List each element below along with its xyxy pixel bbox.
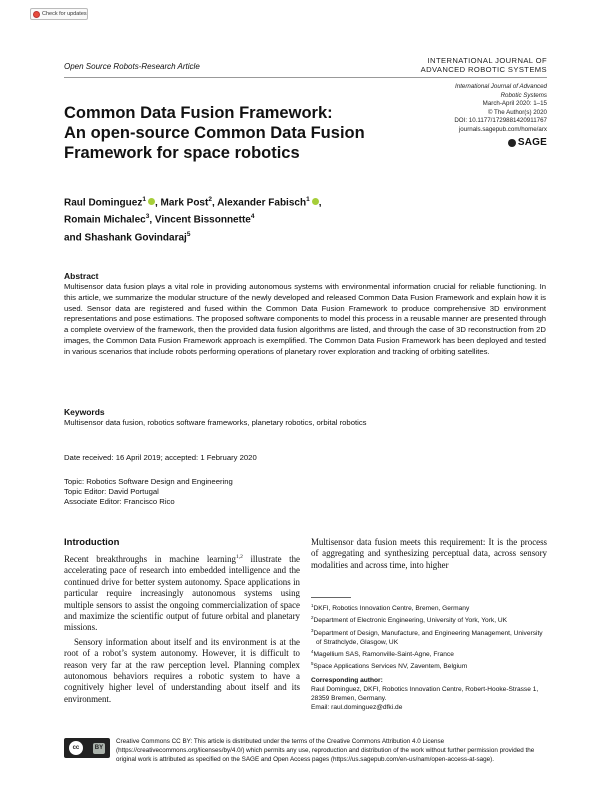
corresponding-author-email[interactable]: Email: raul.dominguez@dfki.de [311,704,403,712]
introduction-heading: Introduction [64,537,120,548]
meta-journal: International Journal of Advanced [455,83,547,90]
keywords-text: Multisensor data fusion, robotics software frameworks, planetary robotics, orbital robotics [64,418,367,427]
author-affil-sup: 1 [142,196,146,203]
license-notice [64,737,546,764]
dates-line: Date received: 16 April 2019; accepted: 1 February 2020 [64,453,257,462]
affiliations-list [311,601,547,672]
author-name: Romain Michalec [64,214,146,226]
orcid-icon[interactable] [312,198,319,205]
author-list: Raul Dominguez$^1$ , Mark Post$^2$, Alexander Fabisch$^1$ , Romain Michalec$^3$, Vincent Bissonnette$^4$ and Shashank Govindaraj$^5$ [64,196,322,243]
author-name: Vincent Bissonnette [154,214,251,226]
affiliation-item: $^1$DKFI, Robotics Innovation Centre, Bremen, Germany [311,603,470,613]
author-affil-sup: 2 [208,196,212,203]
publisher-logo [508,137,547,148]
affiliation-item: $^5$Space Applications Services NV, Zaventem, Belgium [311,661,468,671]
right-column-text [311,537,547,571]
check-updates-icon [33,11,40,18]
corresponding-author [311,676,547,712]
author-affil-sup: 5 [186,230,191,238]
journal-name-line2: ADVANCED ROBOTIC SYSTEMS [420,65,547,74]
introduction-text [64,552,300,705]
creative-commons-icon: cc [69,741,83,755]
intro-paragraph-1: Recent breakthroughs in machine learning$^{1,2}$ illustrate the accelerating pace of research into embedded intelligence and the continued drive for better system autonomy. Space applications in particular require increasingly autonomous systems using multiple sensors to assist the ongoing commercialization of space and maximize the scientific output of future orbital and planetary missions. [64,553,300,633]
journal-name [421,56,547,74]
footnote-rule [311,597,351,598]
title-line-2: An open-source Common Data Fusion [64,124,365,142]
article-meta [454,83,547,135]
keywords-heading: Keywords [64,407,105,417]
abstract-heading: Abstract [64,271,99,281]
article-title [64,103,404,163]
meta-doi[interactable]: DOI: 10.1177/1729881420911767 [454,117,547,125]
journal-name-line1: INTERNATIONAL JOURNAL OF [427,56,547,65]
author-name: Mark Post [160,197,209,209]
orcid-icon[interactable] [148,198,155,205]
affiliation-item: $^2$Department of Electronic Engineering, University of York, York, UK [311,615,508,625]
meta-issue: March-April 2020: 1–15 [482,100,547,108]
title-line-1: Common Data Fusion Framework: [64,104,333,122]
author-affil-sup: 1 [306,196,310,203]
title-line-3: Framework for space robotics [64,144,300,162]
author-affil-sup: 4 [250,213,255,221]
right-paragraph-1: Multisensor data fusion meets this requirement: It is the process of aggregating and synthesizing perceptual data, across sensory modalities and across time, into higher [311,537,547,570]
article-type: Open Source Robots-Research Article [64,62,200,71]
meta-url[interactable]: journals.sagepub.com/home/arx [458,125,547,133]
author-name: and Shashank Govindaraj [64,231,187,243]
meta-copyright: © The Author(s) 2020 [487,108,547,116]
author-name: Raul Dominguez [64,197,143,209]
header-rule [64,77,547,78]
affiliation-item: $^3$Department of Design, Manufacture, and Engineering Management, University of Strathclyde, Glasgow, UK [311,627,543,646]
abstract-section [64,271,546,358]
corresponding-author-address: Raul Dominguez, DKFI, Robotics Innovation Centre, Robert-Hooke-Strasse 1, 28359 Bremen, Germany. [311,686,539,703]
license-text: Creative Commons CC BY: This article is distributed under the terms of the Creative Commons Attribution 4.0 License (https://creativecommons.org/licenses/by/4.0/) which permits any use, reproduction and distribution of the work without further permission provided the original work is attributed as specified on the SAGE and Open Access pages (https://us.sagepub.com/en-us/nam/open-access-at-sage). [116,738,535,763]
corresponding-author-label: Corresponding author: [311,677,383,684]
author-name: Alexander Fabisch [217,197,307,209]
affiliation-item: $^4$Magellium SAS, Ramonville-Saint-Agne, France [311,648,454,659]
meta-journal-2: Robotic Systems [500,91,547,99]
check-updates-label: Check for updates [42,11,87,17]
body-column-right [311,537,547,571]
publisher-name: SAGE [517,137,547,148]
topic-line: Topic: Robotics Software Design and Engineering [64,477,233,486]
check-for-updates-button[interactable] [30,8,88,20]
keywords-section [64,407,546,429]
body-column-left [64,537,300,705]
cc-by-badge[interactable] [64,738,110,758]
associate-editor-line: Associate Editor: Francisco Rico [64,497,175,507]
citation-sup[interactable]: 1,2 [235,554,243,560]
author-affil-sup: 3 [145,213,150,221]
topic-editor-line: Topic Editor: David Portugal [64,487,159,497]
sage-logo-icon [508,139,516,147]
intro-paragraph-2: Sensory information about itself and its environment is at the root of a robot’s system autonomy. However, it is difficult to reason very far at the raw perception level. Planning complex autonomous behaviors requires a robotic system to have a cognitively higher level of understanding about itself and its environment. [64,636,300,704]
abstract-text: Multisensor data fusion plays a vital role in providing autonomous systems with environmental information crucial for reliable functioning. In this article, we summarize the modular structure of the newly developed and released Common Data Fusion Framework and explain how it is used. Sensor data are registered and fused within the Common Data Fusion Framework to produce comprehensive 3D environment representations and pose estimations. The proposed software components to model this process in a reusable manner are presented through a complete overview of the framework, then the provided data fusion algorithms are listed, and through the case of 3D reconstruction from 2D images, the Common Data Fusion Framework approach is exemplified. The Common Data Fusion Framework has been deployed and tested in various scenarios that include robots performing operations of planetary rover exploration and tracking of orbiting satellites. [64,282,546,356]
topics-block [64,477,233,508]
by-label: BY [93,743,105,754]
